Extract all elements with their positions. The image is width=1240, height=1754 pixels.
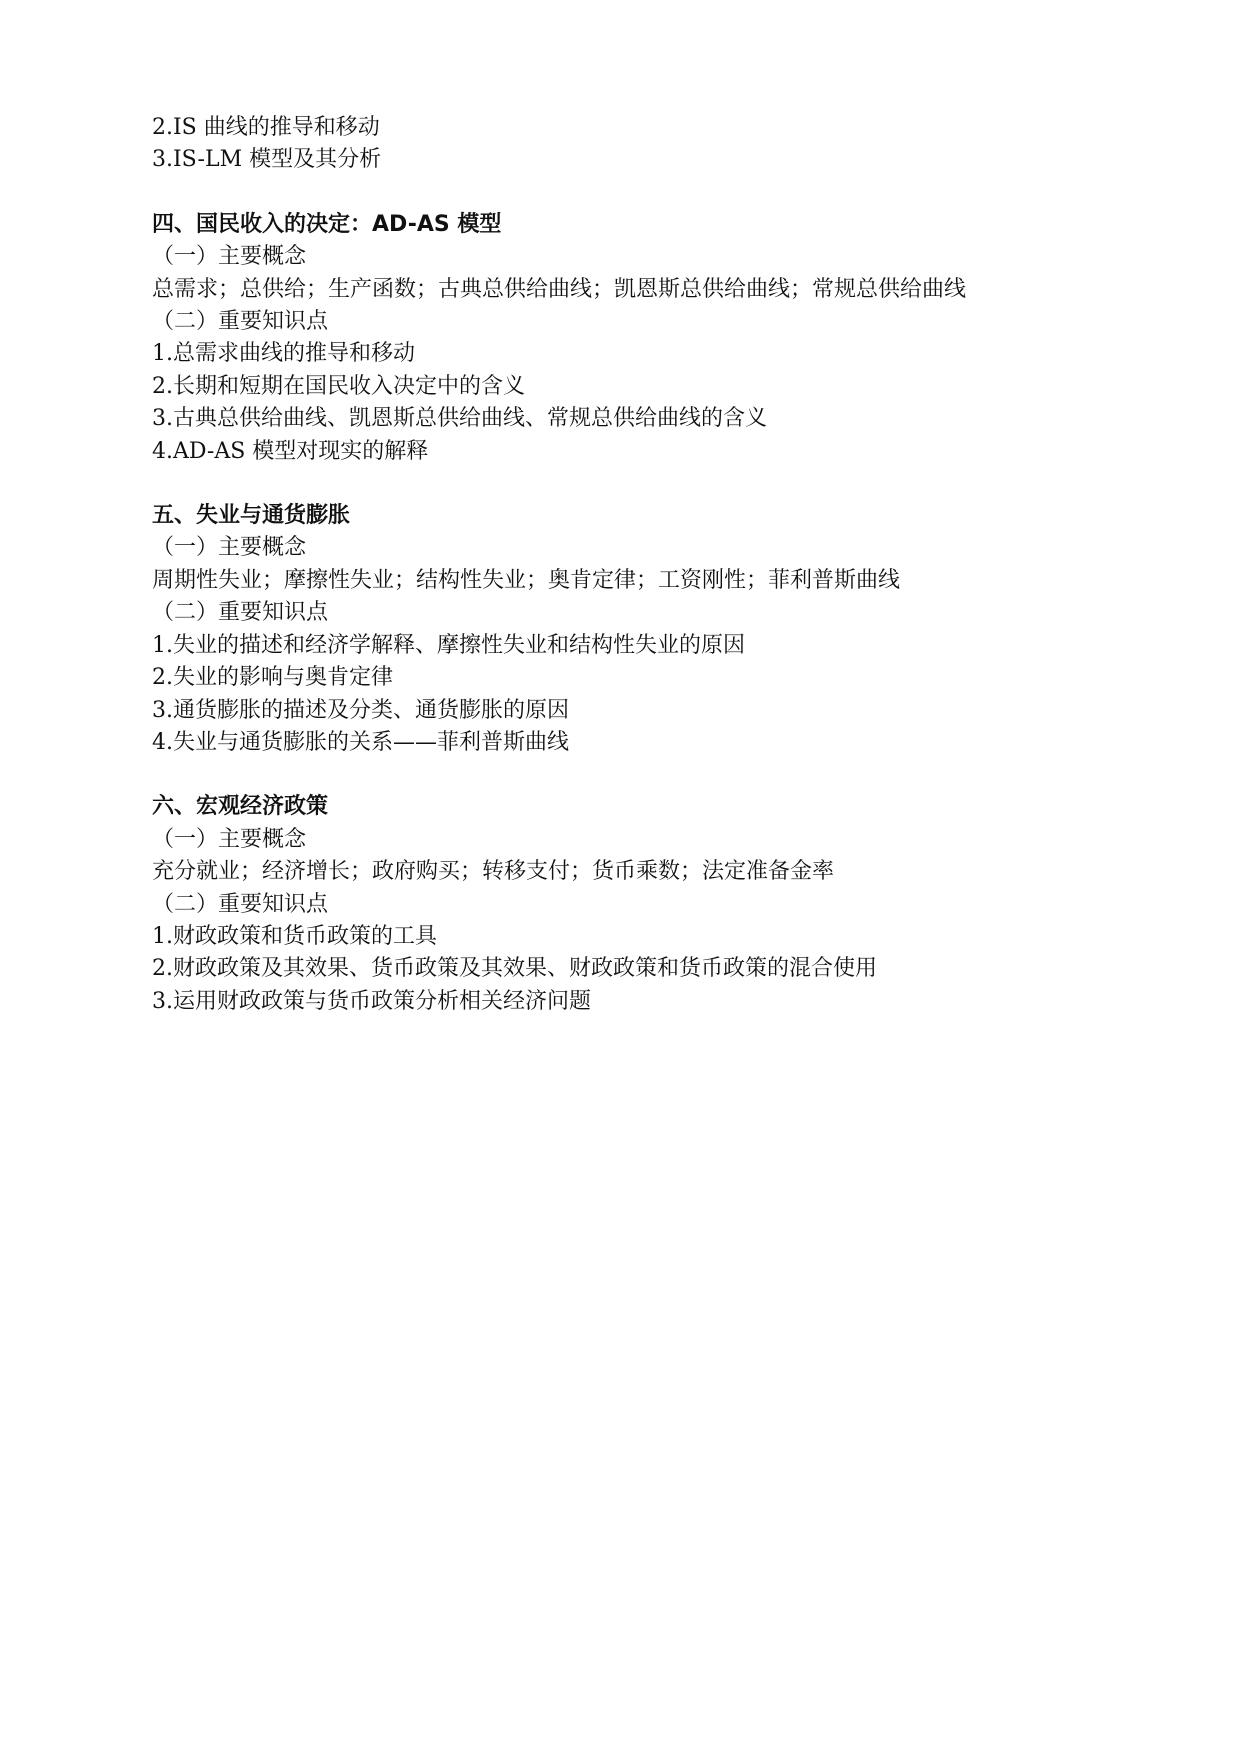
points-label: （二）重要知识点 (152, 600, 329, 626)
points-label: （二）重要知识点 (152, 891, 329, 917)
section-heading: 四、国民收入的决定：AD-AS 模型 (152, 211, 502, 237)
knowledge-point: 3.古典总供给曲线、凯恩斯总供给曲线、常规总供给曲线的含义 (152, 406, 767, 432)
concepts-text: 充分就业；经济增长；政府购买；转移支付；货币乘数；法定准备金率 (152, 859, 835, 885)
knowledge-point: 1.总需求曲线的推导和移动 (152, 341, 415, 367)
intro-item: 2.IS 曲线的推导和移动 (152, 115, 380, 140)
concepts-label: （一）主要概念 (152, 535, 307, 561)
knowledge-point: 3.通货膨胀的描述及分类、通货膨胀的原因 (152, 697, 569, 723)
section-ad-as-model (152, 209, 1112, 468)
knowledge-point: 4.AD-AS 模型对现实的解释 (152, 438, 429, 464)
concepts-label: （一）主要概念 (152, 244, 307, 270)
knowledge-point: 3.运用财政政策与货币政策分析相关经济问题 (152, 988, 591, 1014)
concepts-label: （一）主要概念 (152, 826, 307, 852)
section-macro-policy (152, 791, 1112, 1018)
knowledge-point: 2.长期和短期在国民收入决定中的含义 (152, 373, 525, 399)
document-page (152, 112, 1112, 1018)
knowledge-point: 2.财政政策及其效果、货币政策及其效果、财政政策和货币政策的混合使用 (152, 956, 877, 982)
section-heading: 五、失业与通货膨胀 (152, 503, 351, 529)
concepts-text: 周期性失业；摩擦性失业；结构性失业；奥肯定律；工资刚性；菲利普斯曲线 (152, 567, 901, 593)
section-heading: 六、宏观经济政策 (152, 794, 329, 820)
intro-list (152, 112, 1112, 177)
concepts-text: 总需求；总供给；生产函数；古典总供给曲线；凯恩斯总供给曲线；常规总供给曲线 (152, 276, 967, 302)
knowledge-point: 1.失业的描述和经济学解释、摩擦性失业和结构性失业的原因 (152, 632, 745, 658)
section-unemployment-inflation (152, 500, 1112, 759)
knowledge-point: 1.财政政策和货币政策的工具 (152, 923, 437, 949)
intro-item: 3.IS-LM 模型及其分析 (152, 147, 382, 173)
knowledge-point: 4.失业与通货膨胀的关系——菲利普斯曲线 (152, 729, 569, 755)
knowledge-point: 2.失业的影响与奥肯定律 (152, 665, 393, 691)
points-label: （二）重要知识点 (152, 309, 329, 335)
